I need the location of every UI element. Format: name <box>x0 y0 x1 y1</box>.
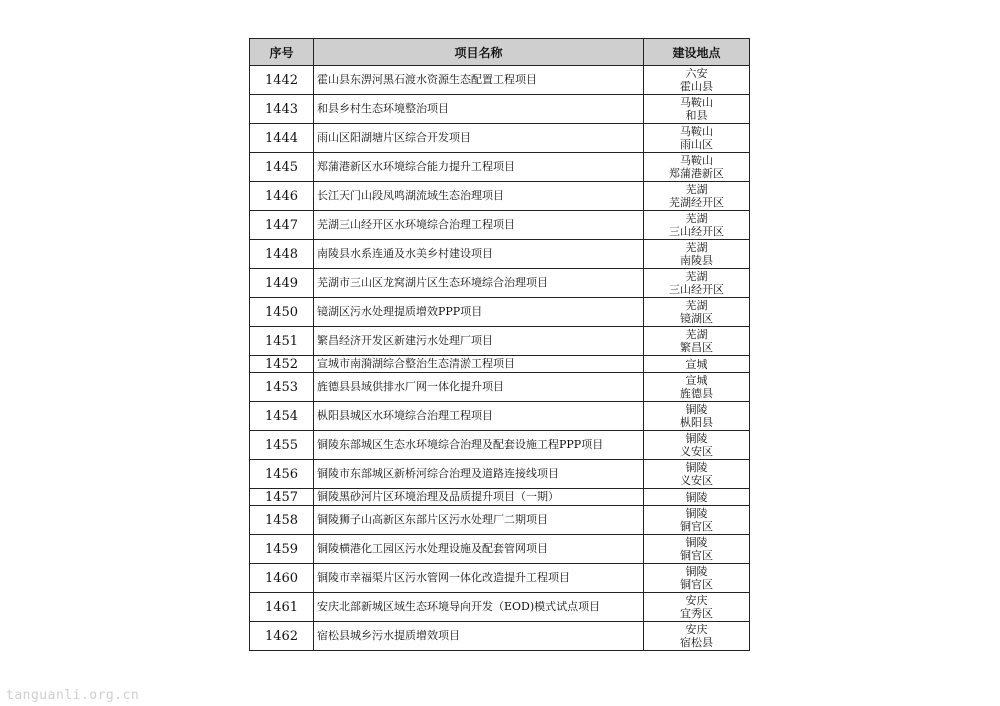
district: 义安区 <box>680 474 713 487</box>
project-name: 芜湖市三山区龙窝湖片区生态环境综合治理项目 <box>314 269 644 298</box>
city: 铜陵 <box>685 536 708 549</box>
district: 三山经开区 <box>669 283 724 296</box>
city: 马鞍山 <box>680 154 713 167</box>
header-location: 建设地点 <box>644 39 750 66</box>
project-name: 宿松县城乡污水提质增效项目 <box>314 622 644 651</box>
location-cell <box>644 269 750 298</box>
row-number: 1444 <box>250 124 314 153</box>
project-name: 铜陵横港化工园区污水处理设施及配套管网项目 <box>314 535 644 564</box>
row-number: 1455 <box>250 431 314 460</box>
row-number: 1453 <box>250 373 314 402</box>
row-number: 1451 <box>250 327 314 356</box>
district: 宿松县 <box>680 636 713 649</box>
project-name: 铜陵市幸福渠片区污水管网一体化改造提升工程项目 <box>314 564 644 593</box>
row-number: 1442 <box>250 66 314 95</box>
city: 安庆 <box>685 594 708 607</box>
district: 宜秀区 <box>680 607 713 620</box>
table-row <box>250 356 750 373</box>
row-number: 1450 <box>250 298 314 327</box>
row-number: 1462 <box>250 622 314 651</box>
table-row <box>250 535 750 564</box>
project-name: 繁昌经济开发区新建污水处理厂项目 <box>314 327 644 356</box>
row-number: 1457 <box>250 489 314 506</box>
district: 义安区 <box>680 445 713 458</box>
district: 铜官区 <box>680 549 713 562</box>
row-number: 1456 <box>250 460 314 489</box>
location-cell <box>644 327 750 356</box>
city: 宣城 <box>685 374 708 387</box>
project-name: 镜湖区污水处理提质增效PPP项目 <box>314 298 644 327</box>
city: 铜陵 <box>685 461 708 474</box>
city: 芜湖 <box>685 299 708 312</box>
city: 安庆 <box>685 623 708 636</box>
row-number: 1458 <box>250 506 314 535</box>
location-cell <box>644 356 750 373</box>
location-cell <box>644 402 750 431</box>
city: 铜陵 <box>685 432 708 445</box>
row-number: 1461 <box>250 593 314 622</box>
row-number: 1449 <box>250 269 314 298</box>
table-row <box>250 211 750 240</box>
city: 马鞍山 <box>680 96 713 109</box>
table-row <box>250 489 750 506</box>
header-serial-number: 序号 <box>250 39 314 66</box>
row-number: 1459 <box>250 535 314 564</box>
district: 铜官区 <box>680 578 713 591</box>
table-row <box>250 240 750 269</box>
table-row <box>250 327 750 356</box>
project-name: 南陵县水系连通及水美乡村建设项目 <box>314 240 644 269</box>
city: 芜湖 <box>685 241 708 254</box>
location-cell <box>644 564 750 593</box>
location-cell <box>644 373 750 402</box>
location-cell <box>644 66 750 95</box>
table-row <box>250 153 750 182</box>
district: 郑蒲港新区 <box>669 167 724 180</box>
district: 旌德县 <box>680 387 713 400</box>
location-cell <box>644 489 750 506</box>
row-number: 1460 <box>250 564 314 593</box>
district: 繁昌区 <box>680 341 713 354</box>
location-cell <box>644 431 750 460</box>
district: 雨山区 <box>680 138 713 151</box>
location-cell <box>644 211 750 240</box>
location-cell <box>644 506 750 535</box>
city: 马鞍山 <box>680 125 713 138</box>
district: 三山经开区 <box>669 225 724 238</box>
location-cell <box>644 240 750 269</box>
table-row <box>250 269 750 298</box>
project-name: 铜陵市东部城区新桥河综合治理及道路连接线项目 <box>314 460 644 489</box>
city: 六安 <box>685 67 708 80</box>
row-number: 1452 <box>250 356 314 373</box>
district: 镜湖区 <box>680 312 713 325</box>
city: 铜陵 <box>685 490 708 504</box>
project-name: 安庆北部新城区域生态环境导向开发（EOD)模式试点项目 <box>314 593 644 622</box>
city: 铜陵 <box>685 507 708 520</box>
project-name: 雨山区阳湖塘片区综合开发项目 <box>314 124 644 153</box>
row-number: 1448 <box>250 240 314 269</box>
row-number: 1447 <box>250 211 314 240</box>
watermark-text: tanguanli.org.cn <box>6 688 140 703</box>
project-name: 霍山县东淠河黑石渡水资源生态配置工程项目 <box>314 66 644 95</box>
project-table <box>249 38 750 651</box>
table-row <box>250 373 750 402</box>
city: 芜湖 <box>685 212 708 225</box>
location-cell <box>644 460 750 489</box>
location-cell <box>644 124 750 153</box>
table-row <box>250 460 750 489</box>
city: 铜陵 <box>685 565 708 578</box>
project-name: 铜陵黑砂河片区环境治理及品质提升项目（一期） <box>314 489 644 506</box>
city: 芜湖 <box>685 328 708 341</box>
project-name: 长江天门山段凤鸣湖流域生态治理项目 <box>314 182 644 211</box>
city: 芜湖 <box>685 183 708 196</box>
district: 和县 <box>685 109 708 122</box>
location-cell <box>644 153 750 182</box>
table-row <box>250 298 750 327</box>
district: 南陵县 <box>680 254 713 267</box>
project-name: 芜湖三山经开区水环境综合治理工程项目 <box>314 211 644 240</box>
location-cell <box>644 298 750 327</box>
table-row <box>250 593 750 622</box>
district: 铜官区 <box>680 520 713 533</box>
district: 芜湖经开区 <box>669 196 724 209</box>
project-name: 铜陵东部城区生态水环境综合治理及配套设施工程PPP项目 <box>314 431 644 460</box>
row-number: 1446 <box>250 182 314 211</box>
row-number: 1445 <box>250 153 314 182</box>
project-name: 旌德县县域供排水厂网一体化提升项目 <box>314 373 644 402</box>
table-row <box>250 182 750 211</box>
location-cell <box>644 622 750 651</box>
table-row <box>250 124 750 153</box>
table-row <box>250 622 750 651</box>
city: 铜陵 <box>685 403 708 416</box>
location-cell <box>644 95 750 124</box>
row-number: 1443 <box>250 95 314 124</box>
project-name: 和县乡村生态环境整治项目 <box>314 95 644 124</box>
table-row <box>250 66 750 95</box>
row-number: 1454 <box>250 402 314 431</box>
district: 枞阳县 <box>680 416 713 429</box>
district: 霍山县 <box>680 80 713 93</box>
table-row <box>250 564 750 593</box>
table-header-row <box>250 39 750 66</box>
table-row <box>250 506 750 535</box>
project-name: 郑蒲港新区水环境综合能力提升工程项目 <box>314 153 644 182</box>
project-name: 枞阳县城区水环境综合治理工程项目 <box>314 402 644 431</box>
location-cell <box>644 593 750 622</box>
table-row <box>250 431 750 460</box>
table-row <box>250 402 750 431</box>
table-row <box>250 95 750 124</box>
location-cell <box>644 535 750 564</box>
project-name: 铜陵狮子山高新区东部片区污水处理厂二期项目 <box>314 506 644 535</box>
city: 宣城 <box>685 357 708 371</box>
project-name: 宣城市南漪湖综合整治生态清淤工程项目 <box>314 356 644 373</box>
header-project-name: 项目名称 <box>314 39 644 66</box>
city: 芜湖 <box>685 270 708 283</box>
location-cell <box>644 182 750 211</box>
